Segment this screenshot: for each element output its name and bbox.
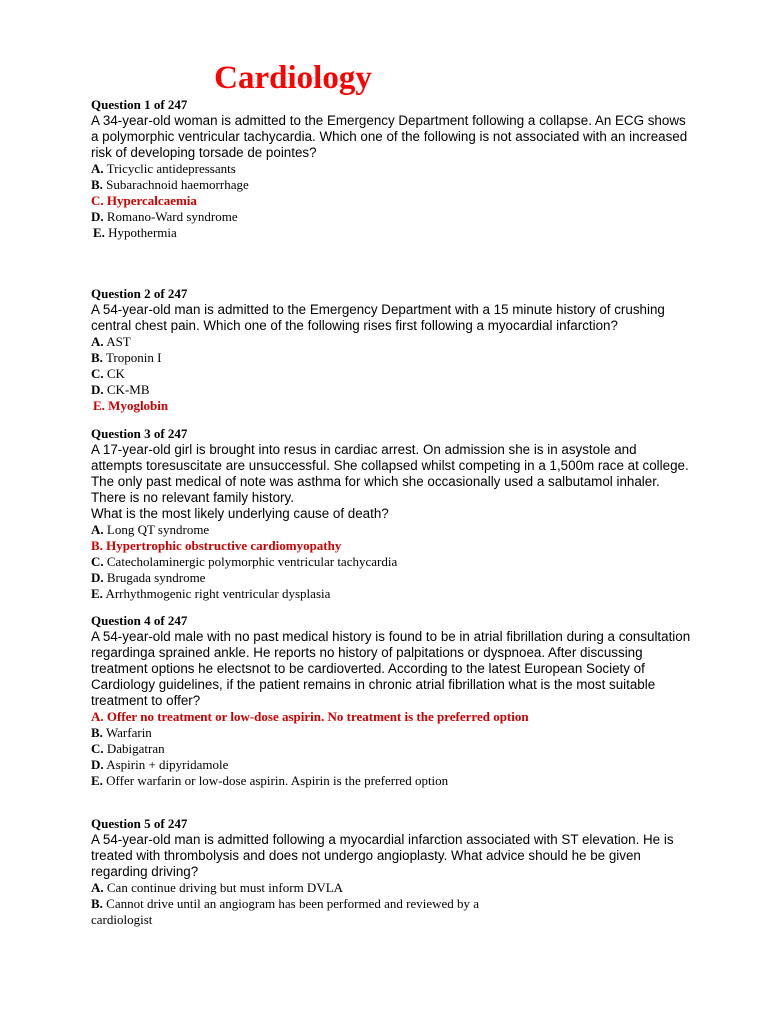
option-text: AST bbox=[106, 334, 131, 349]
question-header: Question 1 of 247 bbox=[91, 97, 188, 112]
option-d bbox=[91, 382, 691, 398]
option-text: Troponin I bbox=[105, 350, 162, 365]
option-text: Warfarin bbox=[105, 725, 152, 740]
option-b bbox=[91, 177, 691, 193]
option-text: CK-MB bbox=[106, 382, 150, 397]
option-b bbox=[91, 725, 691, 741]
option-a bbox=[91, 161, 691, 177]
option-b bbox=[91, 350, 691, 366]
option-c bbox=[91, 554, 691, 570]
page-title: Cardiology bbox=[214, 60, 372, 96]
question-header: Question 2 of 247 bbox=[91, 286, 188, 301]
option-a bbox=[91, 522, 691, 538]
option-letter: B. bbox=[91, 177, 103, 192]
option-text: CK bbox=[106, 366, 125, 381]
option-letter: C. bbox=[91, 193, 104, 208]
question-2 bbox=[91, 286, 691, 414]
question-header: Question 5 of 247 bbox=[91, 816, 188, 831]
option-letter: D. bbox=[91, 570, 104, 585]
question-1 bbox=[91, 97, 691, 241]
question-text: A 54-year-old man is admitted following a myocardial infarction associated with ST elevation. He is treated with thrombolysis and does not undergo angioplasty. What advice should he be given regarding driving? bbox=[91, 832, 674, 879]
option-letter: E. bbox=[91, 773, 103, 788]
option-letter: E. bbox=[91, 586, 103, 601]
option-a bbox=[91, 334, 691, 350]
question-text: A 34-year-old woman is admitted to the Emergency Department following a collapse. An ECG shows a polymorphic ventricular tachycardia. Which one of the following is not associated with an increased risk of developing torsade de pointes? bbox=[91, 113, 688, 160]
option-b-continuation: cardiologist bbox=[91, 912, 153, 927]
question-prompt: What is the most likely underlying cause of death? bbox=[91, 506, 389, 521]
option-letter: C. bbox=[91, 741, 104, 756]
question-text: A 17-year-old girl is brought into resus in cardiac arrest. On admission she is in asystole and attempts toresuscitate are unsuccessful. She collapsed whilst competing in a 1,500m race at college. The only past medical of note was asthma for which she occasionally used a salbutamol inhaler. There is no relevant family history. bbox=[91, 442, 689, 505]
option-a bbox=[91, 880, 691, 896]
question-4 bbox=[91, 613, 691, 789]
option-letter: D. bbox=[91, 757, 104, 772]
option-letter: B. bbox=[91, 725, 103, 740]
option-letter: C. bbox=[91, 366, 104, 381]
question-header: Question 4 of 247 bbox=[91, 613, 188, 628]
option-letter: B. bbox=[91, 350, 103, 365]
option-text: Hypothermia bbox=[108, 225, 177, 240]
option-c bbox=[91, 741, 691, 757]
option-text: Brugada syndrome bbox=[106, 570, 206, 585]
option-b bbox=[91, 896, 691, 912]
option-e-correct bbox=[91, 398, 691, 414]
option-text: Dabigatran bbox=[106, 741, 165, 756]
question-text: A 54-year-old male with no past medical history is found to be in atrial fibrillation during a consultation regardinga sprained ankle. He reports no history of palpitations or dyspnoea. After discussing treatment options he electsnot to be cardioverted. According to the latest European Society of Cardiology guidelines, if the patient remains in chronic atrial fibrillation what is the most suitable treatment to offer? bbox=[91, 629, 691, 708]
option-letter: A. bbox=[91, 709, 104, 724]
option-text: Arrhythmogenic right ventricular dysplasia bbox=[105, 586, 331, 601]
option-letter: A. bbox=[91, 161, 104, 176]
option-b-correct bbox=[91, 538, 691, 554]
option-text: Catecholaminergic polymorphic ventricular tachycardia bbox=[106, 554, 398, 569]
option-text: Tricyclic antidepressants bbox=[106, 161, 236, 176]
option-letter: D. bbox=[91, 209, 104, 224]
question-text: A 54-year-old man is admitted to the Emergency Department with a 15 minute history of crushing central chest pain. Which one of the following rises first following a myocardial infarction? bbox=[91, 302, 665, 333]
option-e bbox=[91, 225, 691, 241]
option-c-correct bbox=[91, 193, 691, 209]
option-d bbox=[91, 209, 691, 225]
option-text: Long QT syndrome bbox=[106, 522, 210, 537]
option-text: Cannot drive until an angiogram has been performed and reviewed by a bbox=[106, 896, 480, 911]
option-letter: B. bbox=[91, 538, 103, 553]
option-text: Hypercalcaemia bbox=[106, 193, 197, 208]
option-text: Romano-Ward syndrome bbox=[106, 209, 238, 224]
option-c bbox=[91, 366, 691, 382]
option-d bbox=[91, 570, 691, 586]
option-text: Offer no treatment or low-dose aspirin. No treatment is the preferred option bbox=[106, 709, 529, 724]
option-d bbox=[91, 757, 691, 773]
question-5 bbox=[91, 816, 691, 928]
option-text: Can continue driving but must inform DVLA bbox=[106, 880, 344, 895]
option-letter: A. bbox=[91, 334, 104, 349]
option-letter: C. bbox=[91, 554, 104, 569]
question-3 bbox=[91, 426, 691, 602]
option-text: Myoglobin bbox=[108, 398, 169, 413]
option-text: Subarachnoid haemorrhage bbox=[106, 177, 249, 192]
option-e bbox=[91, 773, 691, 789]
question-header: Question 3 of 247 bbox=[91, 426, 188, 441]
option-letter: A. bbox=[91, 880, 104, 895]
option-a-correct bbox=[91, 709, 691, 725]
option-letter: E. bbox=[93, 225, 105, 240]
option-text: Aspirin + dipyridamole bbox=[106, 757, 229, 772]
option-letter: E. bbox=[93, 398, 105, 413]
option-letter: B. bbox=[91, 896, 103, 911]
option-text: Hypertrophic obstructive cardiomyopathy bbox=[106, 538, 342, 553]
option-text: Offer warfarin or low-dose aspirin. Aspirin is the preferred option bbox=[106, 773, 449, 788]
option-letter: D. bbox=[91, 382, 104, 397]
option-e bbox=[91, 586, 691, 602]
option-letter: A. bbox=[91, 522, 104, 537]
